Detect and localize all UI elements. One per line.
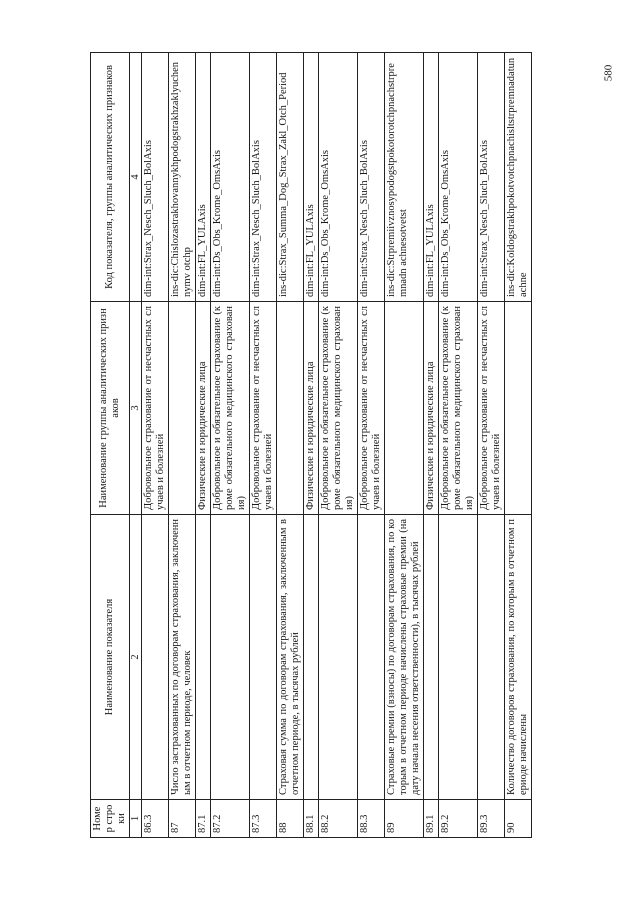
row-number-cell: 87.3 [250, 800, 277, 838]
row-number-cell: 89.2 [439, 800, 478, 838]
row-number-cell: 87.2 [211, 800, 250, 838]
row-number-cell: 90 [505, 800, 532, 838]
column-number: 3 [130, 302, 142, 515]
row-number-cell: 87.1 [196, 800, 211, 838]
table-row [169, 53, 196, 838]
group-name-cell: Добровольное страхование от несчастных случаев и болезней [250, 302, 277, 515]
table-row [277, 53, 304, 838]
group-name-cell: Физические и юридические лица [424, 302, 439, 515]
header-code: Код показателя, группы аналитических признаков [91, 53, 130, 302]
indicator-name-cell [319, 515, 358, 800]
row-number-cell: 89.1 [424, 800, 439, 838]
row-number-cell: 89.3 [478, 800, 505, 838]
indicator-name-cell [211, 515, 250, 800]
table-row [478, 53, 505, 838]
indicator-name-cell [196, 515, 211, 800]
indicator-name-cell [478, 515, 505, 800]
code-cell: ins-dic:Strax_Summa_Dog_Strax_Zakl_Otch_Period [277, 53, 304, 302]
group-name-cell: Добровольное страхование от несчастных случаев и болезней [358, 302, 385, 515]
group-name-cell [385, 302, 424, 515]
table-row [304, 53, 319, 838]
group-name-cell: Добровольное и обязательное страхование (кроме обязательного медицинского страхования) [439, 302, 478, 515]
indicator-name-cell [250, 515, 277, 800]
table-row [358, 53, 385, 838]
table-row [505, 53, 532, 838]
group-name-cell: Физические и юридические лица [304, 302, 319, 515]
group-name-cell: Добровольное и обязательное страхование (кроме обязательного медицинского страхования) [211, 302, 250, 515]
group-name-cell [505, 302, 532, 515]
row-number-cell: 88.2 [319, 800, 358, 838]
indicator-name-cell: Число застрахованных по договорам страхования, заключенным в отчетном периоде, человек [169, 515, 196, 800]
table-row [250, 53, 277, 838]
row-number-cell: 86.3 [142, 800, 169, 838]
table-row [424, 53, 439, 838]
table-row [142, 53, 169, 838]
header-row-number: Номер строки [91, 800, 130, 838]
code-cell: dim-int:Strax_Nesch_Sluch_BolAxis [478, 53, 505, 302]
indicator-name-cell: Страховые премии (взносы) по договорам страхования, по которым в отчетном периоде начислены страховые премии (на дату начала несения ответственности), в тысячах рублей [385, 515, 424, 800]
row-number-cell: 88.3 [358, 800, 385, 838]
indicator-name-cell [358, 515, 385, 800]
indicator-name-cell: Страховая сумма по договорам страхования, заключенным в отчетном периоде, в тысячах рублей [277, 515, 304, 800]
table-row [196, 53, 211, 838]
table-row [439, 53, 478, 838]
table-row [319, 53, 358, 838]
table-body [142, 53, 532, 838]
code-cell: ins-dic:Strpremiivznosypodogstpokotorotchpnachstrpremnadn achnesotvetst [385, 53, 424, 302]
code-cell: dim-int:Ds_Obs_Krome_OmsAxis [319, 53, 358, 302]
header-indicator-name: Наименование показателя [91, 515, 130, 800]
column-number: 1 [130, 800, 142, 838]
table-row [211, 53, 250, 838]
group-name-cell: Добровольное страхование от несчастных случаев и болезней [142, 302, 169, 515]
indicator-name-cell [424, 515, 439, 800]
code-cell: dim-int:Ds_Obs_Krome_OmsAxis [439, 53, 478, 302]
group-name-cell [169, 302, 196, 515]
row-number-cell: 89 [385, 800, 424, 838]
header-group-name: Наименование группы аналитических признаков [91, 302, 130, 515]
code-cell: dim-int:FL_YULAxis [196, 53, 211, 302]
table-header-row [91, 53, 130, 838]
indicator-name-cell: Количество договоров страхования, по которым в отчетном периоде начислены [505, 515, 532, 800]
code-cell: dim-int:Strax_Nesch_Sluch_BolAxis [358, 53, 385, 302]
rotated-page [90, 53, 630, 838]
code-cell: dim-int:Ds_Obs_Krome_OmsAxis [211, 53, 250, 302]
code-cell: ins-dic:Chislozastrakhovannykhpodogstrakhzaklyuchennymv otchp [169, 53, 196, 302]
code-cell: dim-int:FL_YULAxis [424, 53, 439, 302]
group-name-cell: Физические и юридические лица [196, 302, 211, 515]
code-cell: ins-dic:Koldogstrakhpokotvotchpnachisltstrpremnadatunachne [505, 53, 532, 302]
column-number: 2 [130, 515, 142, 800]
group-name-cell: Добровольное страхование от несчастных случаев и болезней [478, 302, 505, 515]
code-cell: dim-int:Strax_Nesch_Sluch_BolAxis [142, 53, 169, 302]
row-number-cell: 88.1 [304, 800, 319, 838]
indicator-table [90, 52, 532, 838]
group-name-cell: Добровольное и обязательное страхование (кроме обязательного медицинского страхования) [319, 302, 358, 515]
row-number-cell: 88 [277, 800, 304, 838]
column-number-row [130, 53, 142, 838]
row-number-cell: 87 [169, 800, 196, 838]
indicator-name-cell [304, 515, 319, 800]
column-number: 4 [130, 53, 142, 302]
table-row [385, 53, 424, 838]
indicator-name-cell [142, 515, 169, 800]
code-cell: dim-int:Strax_Nesch_Sluch_BolAxis [250, 53, 277, 302]
page-number: 580 [602, 64, 615, 82]
indicator-name-cell [439, 515, 478, 800]
code-cell: dim-int:FL_YULAxis [304, 53, 319, 302]
group-name-cell [277, 302, 304, 515]
